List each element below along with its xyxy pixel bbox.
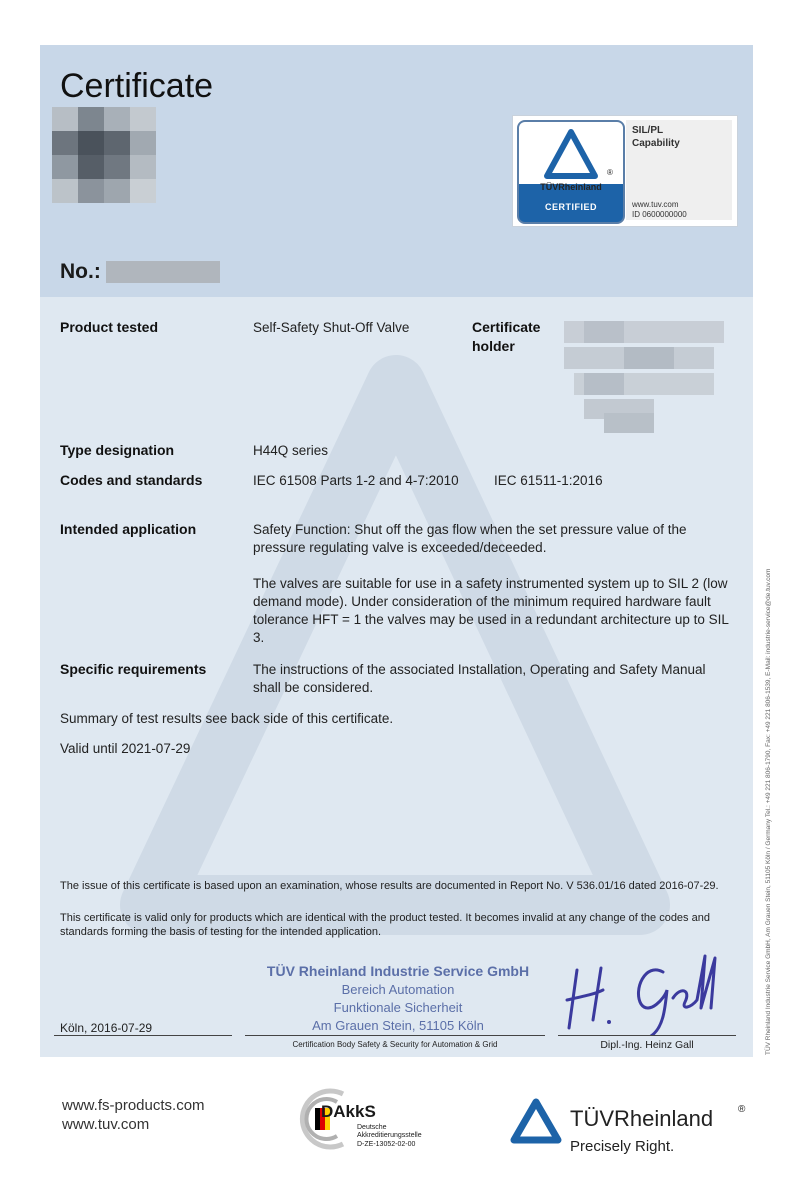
certificate-title: Certificate [60, 67, 214, 105]
codes-standards-value-2: IEC 61511-1:2016 [494, 473, 603, 488]
intended-application-text-1: Safety Function: Shut off the gas flow when the set pressure value of the pressure regulating valve is exceeded/deceeded. [253, 522, 687, 555]
tuv-link[interactable]: www.tuv.com [62, 1116, 150, 1133]
tuv-slogan: Precisely Right. [570, 1138, 675, 1155]
tuv-rheinland-logo [508, 1092, 768, 1162]
certificate-holder-label: Certificate holder [472, 319, 541, 354]
redacted-logo [52, 107, 156, 203]
codes-standards-value-1: IEC 61508 Parts 1-2 and 4-7:2010 [253, 473, 459, 488]
tuv-certified-badge [512, 115, 738, 227]
tuv-registered: ® [738, 1104, 746, 1115]
badge-info-panel [626, 120, 732, 220]
specific-requirements-label: Specific requirements [60, 661, 207, 677]
handwritten-signature [555, 950, 745, 1035]
badge-registered: ® [607, 168, 613, 177]
badge-id: ID 0600000000 [632, 210, 687, 219]
summary-note: Summary of test results see back side of this certificate. [60, 711, 394, 726]
stamp-line [245, 1035, 545, 1036]
dakks-line-3: D-ZE-13052-02-00 [357, 1141, 416, 1148]
validity-note: This certificate is valid only for products which are identical with the product tested. It becomes invalid at any change of the codes and standards forming the basis of testing for the intended application. [60, 912, 710, 938]
redacted-certificate-number [106, 261, 220, 283]
dakks-name: DAkkS [321, 1102, 376, 1121]
sil-pl-capability: SIL/PL Capability [632, 125, 680, 149]
product-tested-label: Product tested [60, 319, 159, 335]
codes-standards-label: Codes and standards [60, 472, 203, 488]
certified-mark [517, 120, 625, 224]
certificate-number-label: No.: [60, 260, 101, 283]
issue-note: The issue of this certificate is based upon an examination, whose results are documented in Report No. V 536.01/16 dated 2016-07-29. [60, 880, 719, 892]
tuv-triangle-icon [508, 1096, 564, 1146]
badge-brand: TÜVRheinland [540, 182, 602, 192]
dakks-logo [297, 1088, 467, 1160]
badge-certified: CERTIFIED [544, 202, 597, 212]
date-line [54, 1035, 232, 1036]
badge-website: www.tuv.com [632, 200, 679, 209]
product-tested-value: Self-Safety Shut-Off Valve [253, 320, 410, 335]
vertical-side-text: TÜV Rheinland Industrie Service GmbH, Am Grauen Stein, 51105 Köln / Germany Tel.: +49 221 806-1790, Fax: +49 221 806-1539, E-Mail: industrie-service@de.tuv.com [765, 568, 772, 1055]
intended-application-text-2: The valves are suitable for use in a safety instrumented system up to SIL 2 (low demand mode). Under consideration of the minimum required hardware fault tolerance HFT = 1 the valves may be used in a redundant architecture up to SIL 3. [253, 576, 729, 645]
signature-line [558, 1035, 736, 1036]
type-designation-value: H44Q series [253, 443, 329, 458]
intended-application-label: Intended application [60, 521, 197, 537]
stamp-company: TÜV Rheinland Industrie Service GmbH [266, 963, 530, 979]
certification-body-caption: Certification Body Safety & Security for Automation & Grid [292, 1040, 498, 1049]
stamp-address: Am Grauen Stein, 51105 Köln [312, 1018, 484, 1033]
tuv-triangle-icon [519, 126, 623, 186]
fs-products-link[interactable]: www.fs-products.com [62, 1097, 205, 1114]
specific-requirements-text: The instructions of the associated Installation, Operating and Safety Manual shall be considered. [253, 662, 706, 695]
redacted-certificate-holder [564, 321, 724, 433]
tuv-brand: TÜVRheinland [570, 1106, 714, 1131]
dakks-line-1: Deutsche [357, 1124, 387, 1131]
stamp-department: Bereich Automation [341, 982, 455, 997]
signer-name: Dipl.-Ing. Heinz Gall [600, 1039, 694, 1051]
place-date: Köln, 2016-07-29 [60, 1021, 153, 1035]
type-designation-label: Type designation [60, 442, 175, 458]
stamp-division: Funktionale Sicherheit [333, 1000, 463, 1015]
dakks-line-2: Akkreditierungsstelle [357, 1132, 422, 1139]
certificate-sheet [40, 45, 753, 1057]
valid-until: Valid until 2021-07-29 [60, 741, 191, 756]
